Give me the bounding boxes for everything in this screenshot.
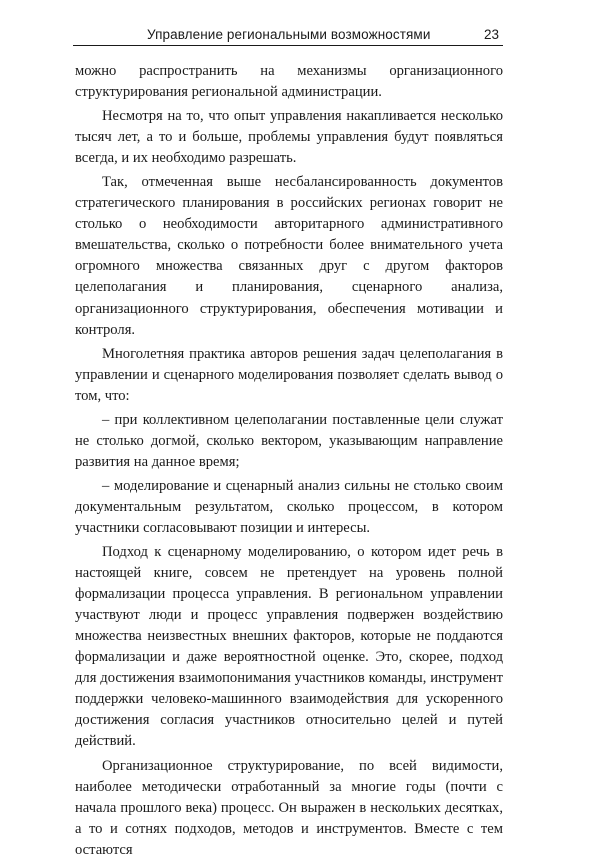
paragraph-continuation: можно распространить на механизмы организационного структурирования региональной администрации.	[75, 63, 503, 101]
body-text	[75, 61, 503, 861]
paragraph: Организационное структурирование, по всей видимости, наиболее методически отработанный за многие годы (почти с начала прошлого века) процесс. Он выражен в нескольких десятках, а то и сотнях подходов, методов и инструментов. Вместе с тем остаются	[75, 757, 503, 858]
paragraph: Так, отмеченная выше несбалансированность документов стратегического планирования в российских регионах говорит не столько о необходимости авторитарного административного вмешательства, сколько о потребности более внимательного учета огромного множества связанных друг с другом факторов целеполагания и планирования, сценарного анализа, организационного структурирования, обеспечения мотивации и контроля.	[75, 174, 503, 338]
running-head	[75, 20, 501, 42]
paragraph: Многолетняя практика авторов решения задач целеполагания в управлении и сценарного моделирования позволяет сделать вывод о том, что:	[75, 345, 503, 404]
page-number: 23	[483, 27, 499, 42]
header-rule	[73, 45, 503, 46]
running-head-title: Управление региональными возможностями	[147, 27, 431, 42]
list-item-paragraph: – при коллективном целеполагании поставленные цели служат не столько догмой, сколько вектором, указывающим направление развития на данное время;	[75, 411, 503, 470]
paragraph: Несмотря на то, что опыт управления накапливается несколько тысяч лет, а то и больше, проблемы управления будут появляться всегда, и их необходимо разрешать.	[75, 108, 503, 167]
list-item-paragraph: – моделирование и сценарный анализ сильны не столько своим документальным результатом, сколько процессом, в котором участники согласовывают позиции и интересы.	[75, 477, 503, 536]
paragraph: Подход к сценарному моделированию, о котором идет речь в настоящей книге, совсем не претендует на уровень полной формализации процесса управления. В региональном управлении участвуют люди и процесс управления подвержен воздействию множества неизвестных внешних факторов, которые не поддаются формализации и даже вероятностной оценке. Это, скорее, подход для достижения взаимопонимания участников команды, инструмент поддержки человеко-машинного взаимодействия для ускоренного достижения согласия участников относительно целей и путей действий.	[75, 544, 503, 750]
